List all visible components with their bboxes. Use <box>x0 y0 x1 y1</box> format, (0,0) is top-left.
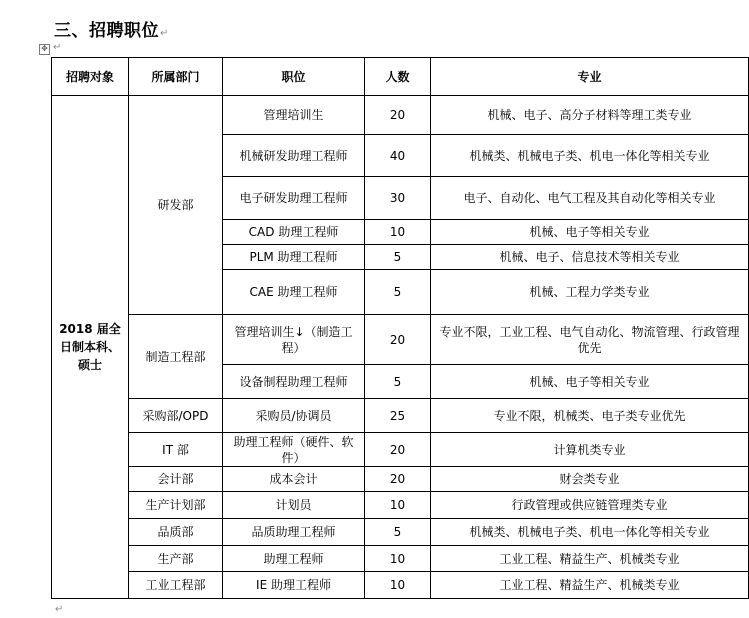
target-cell: 2018 届全日制本科、硕士 <box>52 96 129 599</box>
table-row <box>52 546 749 572</box>
major-cell: 电子、自动化、电气工程及其自动化等相关专业 <box>431 177 749 220</box>
major-cell: 工业工程、精益生产、机械类专业 <box>431 546 749 572</box>
dept-cell: 采购部/OPD <box>129 399 223 433</box>
count-cell: 10 <box>365 572 431 599</box>
count-cell: 10 <box>365 220 431 245</box>
major-cell: 专业不限，机械类、电子类专业优先 <box>431 399 749 433</box>
dept-cell: 生产部 <box>129 546 223 572</box>
major-cell: 机械类、机械电子类、机电一体化等相关专业 <box>431 519 749 546</box>
position-cell: 品质助理工程师 <box>223 519 365 546</box>
table-move-handle-icon[interactable]: ✥ <box>39 44 50 55</box>
count-cell: 5 <box>365 245 431 270</box>
count-cell: 10 <box>365 546 431 572</box>
major-cell: 工业工程、精益生产、机械类专业 <box>431 572 749 599</box>
position-cell: 管理培训生↓（制造工程） <box>223 315 365 365</box>
table-row <box>52 492 749 519</box>
table-header-row <box>52 58 749 96</box>
dept-cell: 工业工程部 <box>129 572 223 599</box>
position-cell: 助理工程师 <box>223 546 365 572</box>
paragraph-mark-icon: ↵ <box>160 28 169 39</box>
count-cell: 5 <box>365 519 431 546</box>
major-cell: 机械类、机械电子类、机电一体化等相关专业 <box>431 135 749 177</box>
count-cell: 20 <box>365 96 431 135</box>
dept-cell: 会计部 <box>129 467 223 492</box>
table-row <box>52 433 749 467</box>
position-cell: 机械研发助理工程师 <box>223 135 365 177</box>
position-cell: IE 助理工程师 <box>223 572 365 599</box>
major-cell: 专业不限，工业工程、电气自动化、物流管理、行政管理优先 <box>431 315 749 365</box>
count-cell: 40 <box>365 135 431 177</box>
position-cell: 电子研发助理工程师 <box>223 177 365 220</box>
table-row <box>52 572 749 599</box>
dept-cell: 研发部 <box>129 96 223 315</box>
table-row <box>52 96 749 135</box>
table-row <box>52 399 749 433</box>
position-cell: PLM 助理工程师 <box>223 245 365 270</box>
major-cell: 机械、工程力学类专业 <box>431 270 749 315</box>
count-cell: 10 <box>365 492 431 519</box>
header-target: 招聘对象 <box>52 58 129 96</box>
position-cell: CAE 助理工程师 <box>223 270 365 315</box>
dept-cell: 生产计划部 <box>129 492 223 519</box>
position-cell: 管理培训生 <box>223 96 365 135</box>
dept-cell: 制造工程部 <box>129 315 223 399</box>
count-cell: 20 <box>365 467 431 492</box>
count-cell: 5 <box>365 270 431 315</box>
header-position: 职位 <box>223 58 365 96</box>
section-heading <box>54 16 169 41</box>
major-cell: 机械、电子、高分子材料等理工类专业 <box>431 96 749 135</box>
major-cell: 行政管理或供应链管理类专业 <box>431 492 749 519</box>
major-cell: 机械、电子等相关专业 <box>431 220 749 245</box>
position-cell: 设备制程助理工程师 <box>223 365 365 399</box>
count-cell: 20 <box>365 433 431 467</box>
section-heading-text: 三、招聘职位 <box>54 21 159 41</box>
major-cell: 财会类专业 <box>431 467 749 492</box>
position-cell: 采购员/协调员 <box>223 399 365 433</box>
position-cell: 助理工程师（硬件、软件） <box>223 433 365 467</box>
header-department: 所属部门 <box>129 58 223 96</box>
recruitment-table <box>51 57 749 599</box>
major-cell: 计算机类专业 <box>431 433 749 467</box>
paragraph-mark-icon: ↵ <box>55 604 64 615</box>
table-row <box>52 315 749 365</box>
table-row <box>52 467 749 492</box>
count-cell: 5 <box>365 365 431 399</box>
header-count: 人数 <box>365 58 431 96</box>
table-row <box>52 519 749 546</box>
count-cell: 25 <box>365 399 431 433</box>
dept-cell: 品质部 <box>129 519 223 546</box>
position-cell: 计划员 <box>223 492 365 519</box>
major-cell: 机械、电子等相关专业 <box>431 365 749 399</box>
major-cell: 机械、电子、信息技术等相关专业 <box>431 245 749 270</box>
position-cell: 成本会计 <box>223 467 365 492</box>
paragraph-mark-icon: ↵ <box>53 42 62 53</box>
count-cell: 20 <box>365 315 431 365</box>
position-cell: CAD 助理工程师 <box>223 220 365 245</box>
header-major: 专业 <box>431 58 749 96</box>
count-cell: 30 <box>365 177 431 220</box>
dept-cell: IT 部 <box>129 433 223 467</box>
